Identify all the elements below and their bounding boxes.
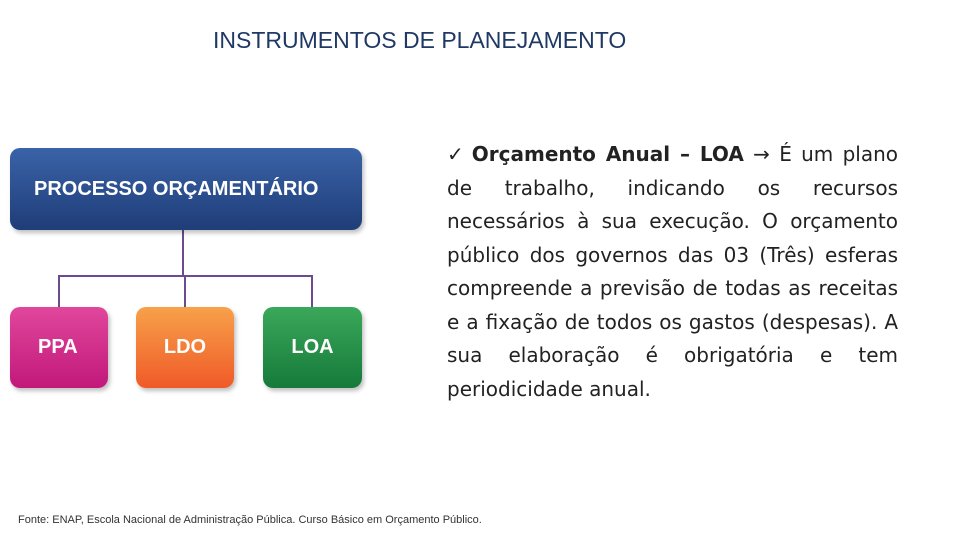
ppa-label: PPA: [38, 336, 78, 358]
connector-vertical-main: [182, 230, 184, 276]
processo-orcamentario-box: [10, 148, 362, 230]
connector-loa: [311, 275, 313, 307]
ppa-box: [10, 307, 108, 388]
budget-process-diagram: [0, 140, 380, 400]
ldo-box: [136, 307, 234, 388]
processo-orcamentario-label: PROCESSO ORÇAMENTÁRIO: [34, 177, 319, 200]
loa-box: [263, 307, 362, 388]
loa-description: [447, 138, 898, 406]
loa-heading: Orçamento Anual – LOA: [471, 142, 744, 166]
check-icon: ✓: [447, 142, 464, 166]
slide-title: INSTRUMENTOS DE PLANEJAMENTO: [213, 27, 627, 53]
loa-description-text: → É um plano de trabalho, indicando os recursos necessários à sua execução. O orçamento público dos governos das 03 (Três) esferas compreende a previsão de todas as receitas e a fixação de todos os gastos (despesas). A sua elaboração é obrigatória e tem periodicidade anual.: [447, 142, 898, 401]
ldo-label: LDO: [163, 336, 207, 358]
connector-ppa: [58, 275, 60, 307]
loa-label: LOA: [291, 336, 334, 358]
connector-ldo: [184, 275, 186, 307]
source-footnote: Fonte: ENAP, Escola Nacional de Administração Pública. Curso Básico em Orçamento Público.: [18, 514, 482, 526]
